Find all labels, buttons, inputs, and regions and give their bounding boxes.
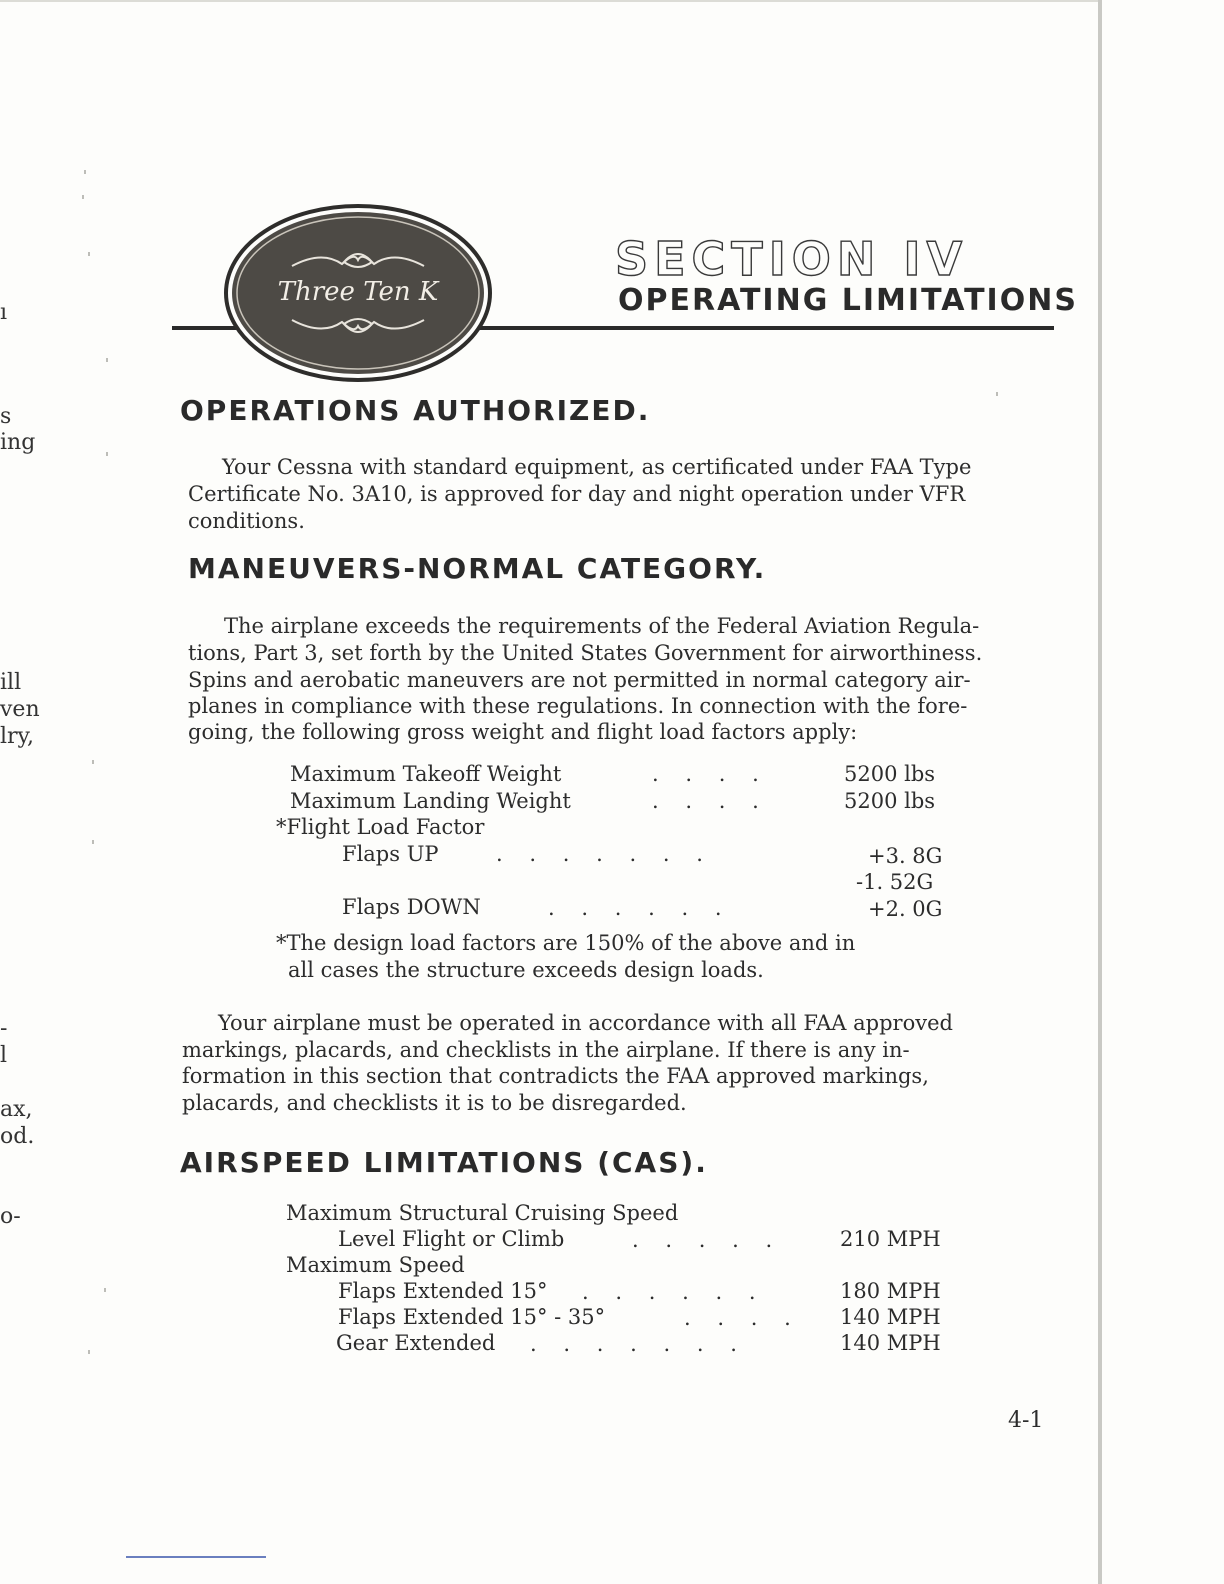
paragraph-line: Your airplane must be operated in accordance with all FAA approved xyxy=(218,1011,953,1035)
airspeed-heading: AIRSPEED LIMITATIONS (CAS). xyxy=(180,1146,708,1179)
leader-dots: . . . . . . . xyxy=(496,842,703,866)
paragraph-line: Certificate No. 3A10, is approved for day and night operation under VFR xyxy=(188,482,966,506)
leader-dots: . . . . . . . xyxy=(530,1332,737,1356)
page-right-edge xyxy=(1098,0,1102,1584)
table-row-label: Maximum Takeoff Weight xyxy=(290,762,562,786)
scan-speck xyxy=(82,195,84,199)
paragraph-line: placards, and checklists it is to be disregarded. xyxy=(182,1091,687,1115)
table-row-label: Flaps Extended 15° xyxy=(338,1279,548,1303)
paragraph-line: formation in this section that contradicts the FAA approved markings, xyxy=(182,1064,929,1088)
table-row-label: Maximum Speed xyxy=(286,1253,465,1277)
paragraph-line: Spins and aerobatic maneuvers are not permitted in normal category air- xyxy=(188,668,971,692)
footer-line xyxy=(126,1556,266,1558)
table-row-label: *Flight Load Factor xyxy=(276,815,485,839)
footnote-line: all cases the structure exceeds design loads. xyxy=(288,958,764,982)
paragraph-line: markings, placards, and checklists in the airplane. If there is any in- xyxy=(182,1038,910,1062)
table-row-label: Maximum Structural Cruising Speed xyxy=(286,1201,679,1225)
table-row-label: Flaps Extended 15° - 35° xyxy=(338,1305,606,1329)
scan-speck xyxy=(104,1288,106,1292)
bleed-text: o- xyxy=(0,1204,21,1229)
paragraph-line: The airplane exceeds the requirements of the Federal Aviation Regula- xyxy=(224,614,980,638)
section-title: SECTION IV xyxy=(615,232,969,286)
bleed-text: ill xyxy=(0,670,22,695)
table-row-label: Maximum Landing Weight xyxy=(290,789,571,813)
scan-speck xyxy=(92,840,94,844)
table-row-value: 140 MPH xyxy=(840,1305,941,1329)
section-subtitle: OPERATING LIMITATIONS xyxy=(618,283,1078,318)
leader-dots: . . . . . . xyxy=(548,896,722,920)
scan-speck xyxy=(84,170,86,174)
bleed-text: l xyxy=(0,1043,8,1068)
leader-dots: . . . . . xyxy=(632,1228,773,1252)
paragraph-line: tions, Part 3, set forth by the United States Government for airworthiness. xyxy=(188,641,983,665)
operations-heading: OPERATIONS AUTHORIZED. xyxy=(180,394,651,427)
scan-speck xyxy=(106,452,108,456)
paragraph-line: going, the following gross weight and flight load factors apply: xyxy=(188,720,858,744)
scan-speck xyxy=(92,760,94,764)
bleed-text: od. xyxy=(0,1124,35,1149)
maneuvers-heading: MANEUVERS-NORMAL CATEGORY. xyxy=(188,552,767,585)
scan-speck xyxy=(106,358,108,362)
emblem-script: Three Ten K xyxy=(277,277,439,307)
scan-speck xyxy=(996,392,998,396)
scan-speck xyxy=(88,1350,90,1354)
bleed-text: - xyxy=(0,1016,8,1041)
bleed-text: ven xyxy=(0,697,40,722)
paragraph-line: conditions. xyxy=(188,509,305,533)
table-row-label: Flaps UP xyxy=(342,842,439,866)
scan-speck xyxy=(88,252,90,256)
table-row-value: +2. 0G xyxy=(868,897,943,921)
emblem-logo-icon xyxy=(222,202,494,384)
leader-dots: . . . . xyxy=(684,1306,791,1330)
bleed-text: s xyxy=(0,404,12,429)
bleed-text: ing xyxy=(0,430,36,455)
leader-dots: . . . . xyxy=(652,789,759,813)
table-row-value: 5200 lbs xyxy=(844,789,936,813)
table-row-value: 5200 lbs xyxy=(844,762,936,786)
leader-dots: . . . . . . xyxy=(582,1280,756,1304)
page-number: 4-1 xyxy=(1008,1408,1044,1433)
page-top-edge xyxy=(0,0,1100,2)
paragraph-line: planes in compliance with these regulations. In connection with the fore- xyxy=(188,694,968,718)
paragraph-line: Your Cessna with standard equipment, as certificated under FAA Type xyxy=(222,455,972,479)
table-row-value: 210 MPH xyxy=(840,1227,941,1251)
bleed-text: ı xyxy=(0,300,8,325)
table-row-value: +3. 8G xyxy=(868,844,943,868)
table-row-label: Level Flight or Climb xyxy=(338,1227,565,1251)
bleed-text: ax, xyxy=(0,1097,33,1122)
table-row-label: Gear Extended xyxy=(336,1331,496,1355)
table-row-value: -1. 52G xyxy=(856,870,934,894)
leader-dots: . . . . xyxy=(652,762,759,786)
table-row-value: 140 MPH xyxy=(840,1331,941,1355)
footnote-line: *The design load factors are 150% of the above and in xyxy=(276,931,856,955)
bleed-text: lry, xyxy=(0,724,35,749)
table-row-label: Flaps DOWN xyxy=(342,895,481,919)
table-row-value: 180 MPH xyxy=(840,1279,941,1303)
